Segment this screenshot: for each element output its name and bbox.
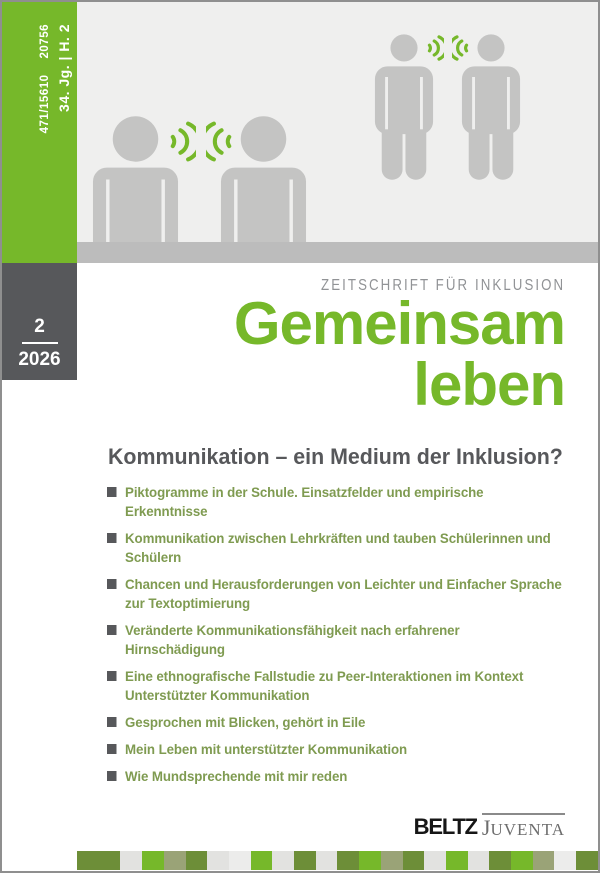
square-bullet-icon — [107, 717, 117, 727]
toc-item — [107, 575, 563, 613]
strip-square — [403, 851, 425, 870]
soundwaves-right-icon — [206, 119, 233, 164]
issue-block — [2, 263, 77, 380]
cover-artwork — [2, 2, 598, 263]
soundwaves-small-left-icon — [427, 34, 444, 62]
toc-item-title: Piktogramme in der Schule. Einsatzfelder und empirische Erkenntnisse — [125, 484, 484, 519]
journal-title-line2: leben — [413, 351, 565, 418]
table-of-contents — [107, 483, 563, 794]
toc-item-title: Wie Mundsprechende mit mir reden — [125, 768, 348, 784]
issue-number: 2 — [34, 316, 45, 337]
journal-subtitle: ZEITSCHRIFT FÜR INKLUSION — [320, 277, 565, 294]
toc-item — [107, 740, 563, 759]
strip-square — [489, 851, 511, 870]
square-bullet-icon — [107, 487, 117, 497]
strip-square — [207, 851, 229, 870]
footer-color-strip — [77, 851, 598, 870]
publisher-logo — [414, 813, 565, 842]
publisher-logo-beltz: BELTZ — [413, 814, 477, 839]
strip-square — [229, 851, 251, 870]
spine-volume: 34. Jg. | H. 2 — [56, 24, 72, 112]
strip-square — [99, 851, 121, 870]
strip-square — [468, 851, 490, 870]
strip-square — [294, 851, 316, 870]
spine-text — [36, 24, 74, 154]
strip-square — [424, 851, 446, 870]
strip-square — [251, 851, 273, 870]
strip-square — [77, 851, 99, 870]
publisher-logo-juventa: JUVENTA — [481, 815, 565, 840]
strip-square — [272, 851, 294, 870]
spine-codes: 471/1561020756 — [39, 24, 51, 134]
strip-square — [359, 851, 381, 870]
toc-item — [107, 483, 563, 521]
person-standing-right — [460, 33, 522, 183]
spine-stripe — [2, 2, 77, 263]
strip-square — [511, 851, 533, 870]
strip-square — [120, 851, 142, 870]
toc-item — [107, 713, 563, 732]
toc-item-title: Veränderte Kommunikationsfähigkeit nach erfahrener Hirnschädigung — [125, 622, 460, 657]
strip-square — [446, 851, 468, 870]
square-bullet-icon — [107, 625, 117, 635]
square-bullet-icon — [107, 771, 117, 781]
issue-divider — [22, 342, 58, 344]
square-bullet-icon — [107, 533, 117, 543]
toc-item — [107, 767, 563, 786]
strip-square — [164, 851, 186, 870]
issue-year: 2026 — [18, 349, 61, 370]
strip-square — [337, 851, 359, 870]
strip-square — [576, 851, 598, 870]
square-bullet-icon — [107, 671, 117, 681]
strip-square — [316, 851, 338, 870]
issue-topic-heading: Kommunikation – ein Medium der Inklusion? — [108, 444, 563, 469]
person-bust-left — [91, 116, 180, 243]
strip-square — [142, 851, 164, 870]
soundwaves-left-icon — [169, 119, 196, 164]
toc-item — [107, 667, 563, 705]
toc-item-title: Gesprochen mit Blicken, gehört in Eile — [125, 714, 366, 730]
person-standing-left — [373, 33, 435, 183]
toc-item-title: Kommunikation zwischen Lehrkräften und tauben Schülerinnen und Schülern — [125, 530, 551, 565]
toc-item-title: Eine ethnografische Fallstudie zu Peer-Interaktionen im Kontext Unterstützter Kommunikation — [125, 668, 524, 703]
toc-item — [107, 621, 563, 659]
toc-item-title: Mein Leben mit unterstützter Kommunikation — [125, 741, 408, 757]
strip-square — [554, 851, 576, 870]
square-bullet-icon — [107, 579, 117, 589]
toc-item-title: Chancen und Herausforderungen von Leichter und Einfacher Sprache zur Textoptimierung — [125, 576, 562, 611]
journal-title-line1: Gemeinsam — [233, 290, 565, 357]
journal-title — [233, 290, 565, 418]
square-bullet-icon — [107, 744, 117, 754]
strip-square — [533, 851, 555, 870]
strip-square — [186, 851, 208, 870]
toc-item — [107, 529, 563, 567]
soundwaves-small-right-icon — [452, 34, 469, 62]
strip-square — [381, 851, 403, 870]
floor-band — [77, 242, 598, 263]
